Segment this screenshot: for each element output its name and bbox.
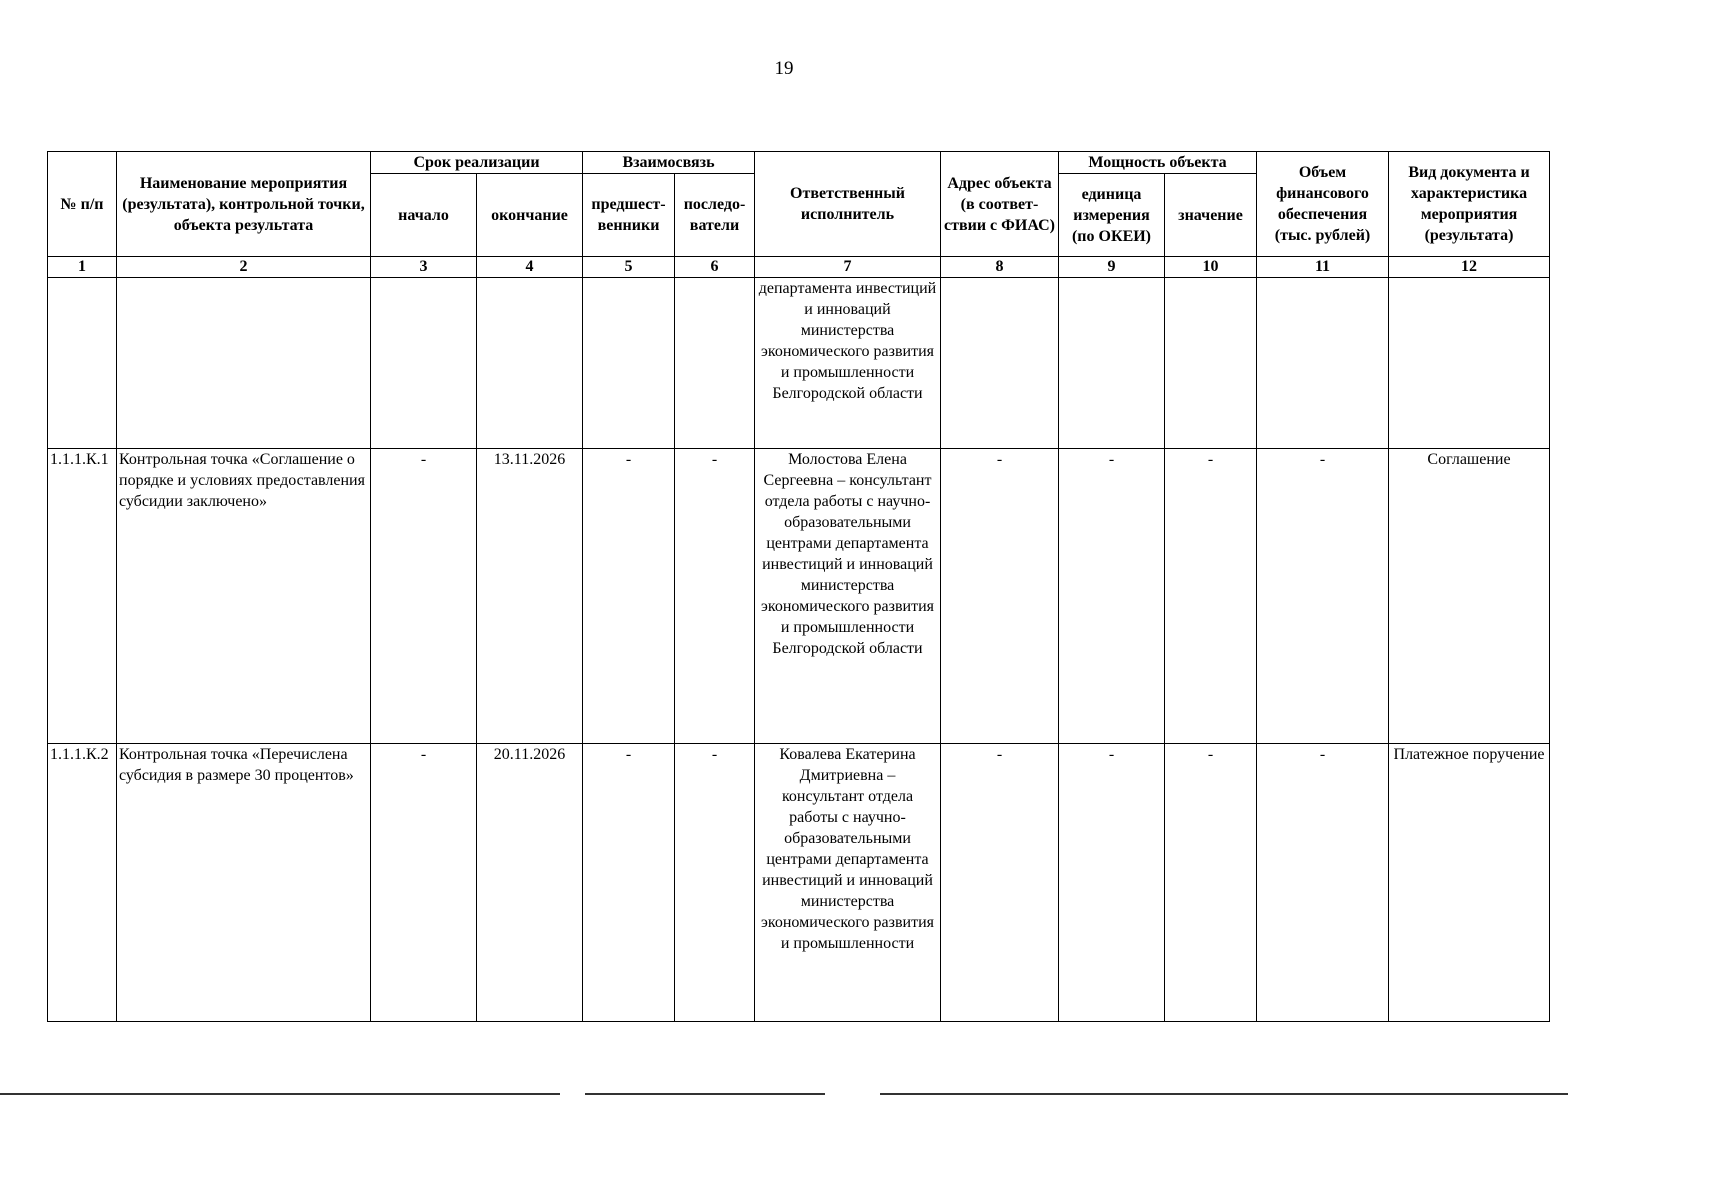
scan-edge-line — [585, 1093, 825, 1095]
cell-end: 20.11.2026 — [477, 744, 583, 1022]
cell-finance — [1257, 278, 1389, 449]
cell-end: 13.11.2026 — [477, 449, 583, 744]
cell-unit: - — [1059, 449, 1165, 744]
cell-successors — [675, 278, 755, 449]
header-start: начало — [371, 174, 477, 257]
header-responsible: Ответственный исполнитель — [755, 152, 941, 257]
table-header — [48, 152, 1550, 278]
cell-number: 1.1.1.К.1 — [48, 449, 117, 744]
cell-responsible: департамента инвестиций и инноваций министерства экономического развития и промышленности Белгородской области — [755, 278, 941, 449]
activity-plan-table — [47, 151, 1550, 1022]
header-successors: последо-ватели — [675, 174, 755, 257]
header-predecessors: предшест-венники — [583, 174, 675, 257]
column-number-row — [48, 257, 1550, 278]
cell-document — [1389, 278, 1550, 449]
cell-successors: - — [675, 744, 755, 1022]
header-address: Адрес объекта (в соответ-ствии с ФИАС) — [941, 152, 1059, 257]
cell-value: - — [1165, 744, 1257, 1022]
scan-edge-line — [0, 1093, 560, 1095]
cell-predecessors — [583, 278, 675, 449]
header-term-group: Срок реализации — [371, 152, 583, 174]
column-number: 6 — [675, 257, 755, 278]
header-number: № п/п — [48, 152, 117, 257]
header-value: значение — [1165, 174, 1257, 257]
cell-name: Контрольная точка «Соглашение о порядке и условиях предоставления субсидии заключено» — [117, 449, 371, 744]
column-number: 2 — [117, 257, 371, 278]
cell-unit: - — [1059, 744, 1165, 1022]
cell-predecessors: - — [583, 744, 675, 1022]
cell-finance: - — [1257, 449, 1389, 744]
cell-number: 1.1.1.К.2 — [48, 744, 117, 1022]
cell-start: - — [371, 449, 477, 744]
cell-value — [1165, 278, 1257, 449]
header-finance: Объем финансового обеспечения (тыс. рублей) — [1257, 152, 1389, 257]
cell-predecessors: - — [583, 449, 675, 744]
cell-end — [477, 278, 583, 449]
cell-finance: - — [1257, 744, 1389, 1022]
column-number: 9 — [1059, 257, 1165, 278]
header-end: окончание — [477, 174, 583, 257]
cell-name — [117, 278, 371, 449]
column-number: 1 — [48, 257, 117, 278]
header-link-group: Взаимосвязь — [583, 152, 755, 174]
cell-address: - — [941, 744, 1059, 1022]
cell-responsible: Молостова Елена Сергеевна – консультант отдела работы с научно-образовательными центрами департамента инвестиций и инноваций министерства экономического развития и промышленности Белгородской области — [755, 449, 941, 744]
column-number: 3 — [371, 257, 477, 278]
table-row — [48, 449, 1550, 744]
header-document: Вид документа и характеристика мероприятия (результата) — [1389, 152, 1550, 257]
cell-name: Контрольная точка «Перечислена субсидия в размере 30 процентов» — [117, 744, 371, 1022]
cell-value: - — [1165, 449, 1257, 744]
cell-responsible: Ковалева Екатерина Дмитриевна – консультант отдела работы с научно-образовательными центрами департамента инвестиций и инноваций министерства экономического развития и промышленности — [755, 744, 941, 1022]
table-row — [48, 744, 1550, 1022]
cell-unit — [1059, 278, 1165, 449]
column-number: 11 — [1257, 257, 1389, 278]
cell-document: Соглашение — [1389, 449, 1550, 744]
cell-successors: - — [675, 449, 755, 744]
scan-edge-line — [880, 1093, 1568, 1095]
cell-address — [941, 278, 1059, 449]
header-name: Наименование мероприятия (результата), контрольной точки, объекта результата — [117, 152, 371, 257]
column-number: 5 — [583, 257, 675, 278]
cell-document: Платежное поручение — [1389, 744, 1550, 1022]
cell-number — [48, 278, 117, 449]
column-number: 4 — [477, 257, 583, 278]
header-unit: единица измерения (по ОКЕИ) — [1059, 174, 1165, 257]
column-number: 7 — [755, 257, 941, 278]
table-row — [48, 278, 1550, 449]
cell-start — [371, 278, 477, 449]
column-number: 10 — [1165, 257, 1257, 278]
header-capacity-group: Мощность объекта — [1059, 152, 1257, 174]
cell-start: - — [371, 744, 477, 1022]
column-number: 12 — [1389, 257, 1550, 278]
cell-address: - — [941, 449, 1059, 744]
column-number: 8 — [941, 257, 1059, 278]
page-number: 19 — [774, 58, 794, 79]
